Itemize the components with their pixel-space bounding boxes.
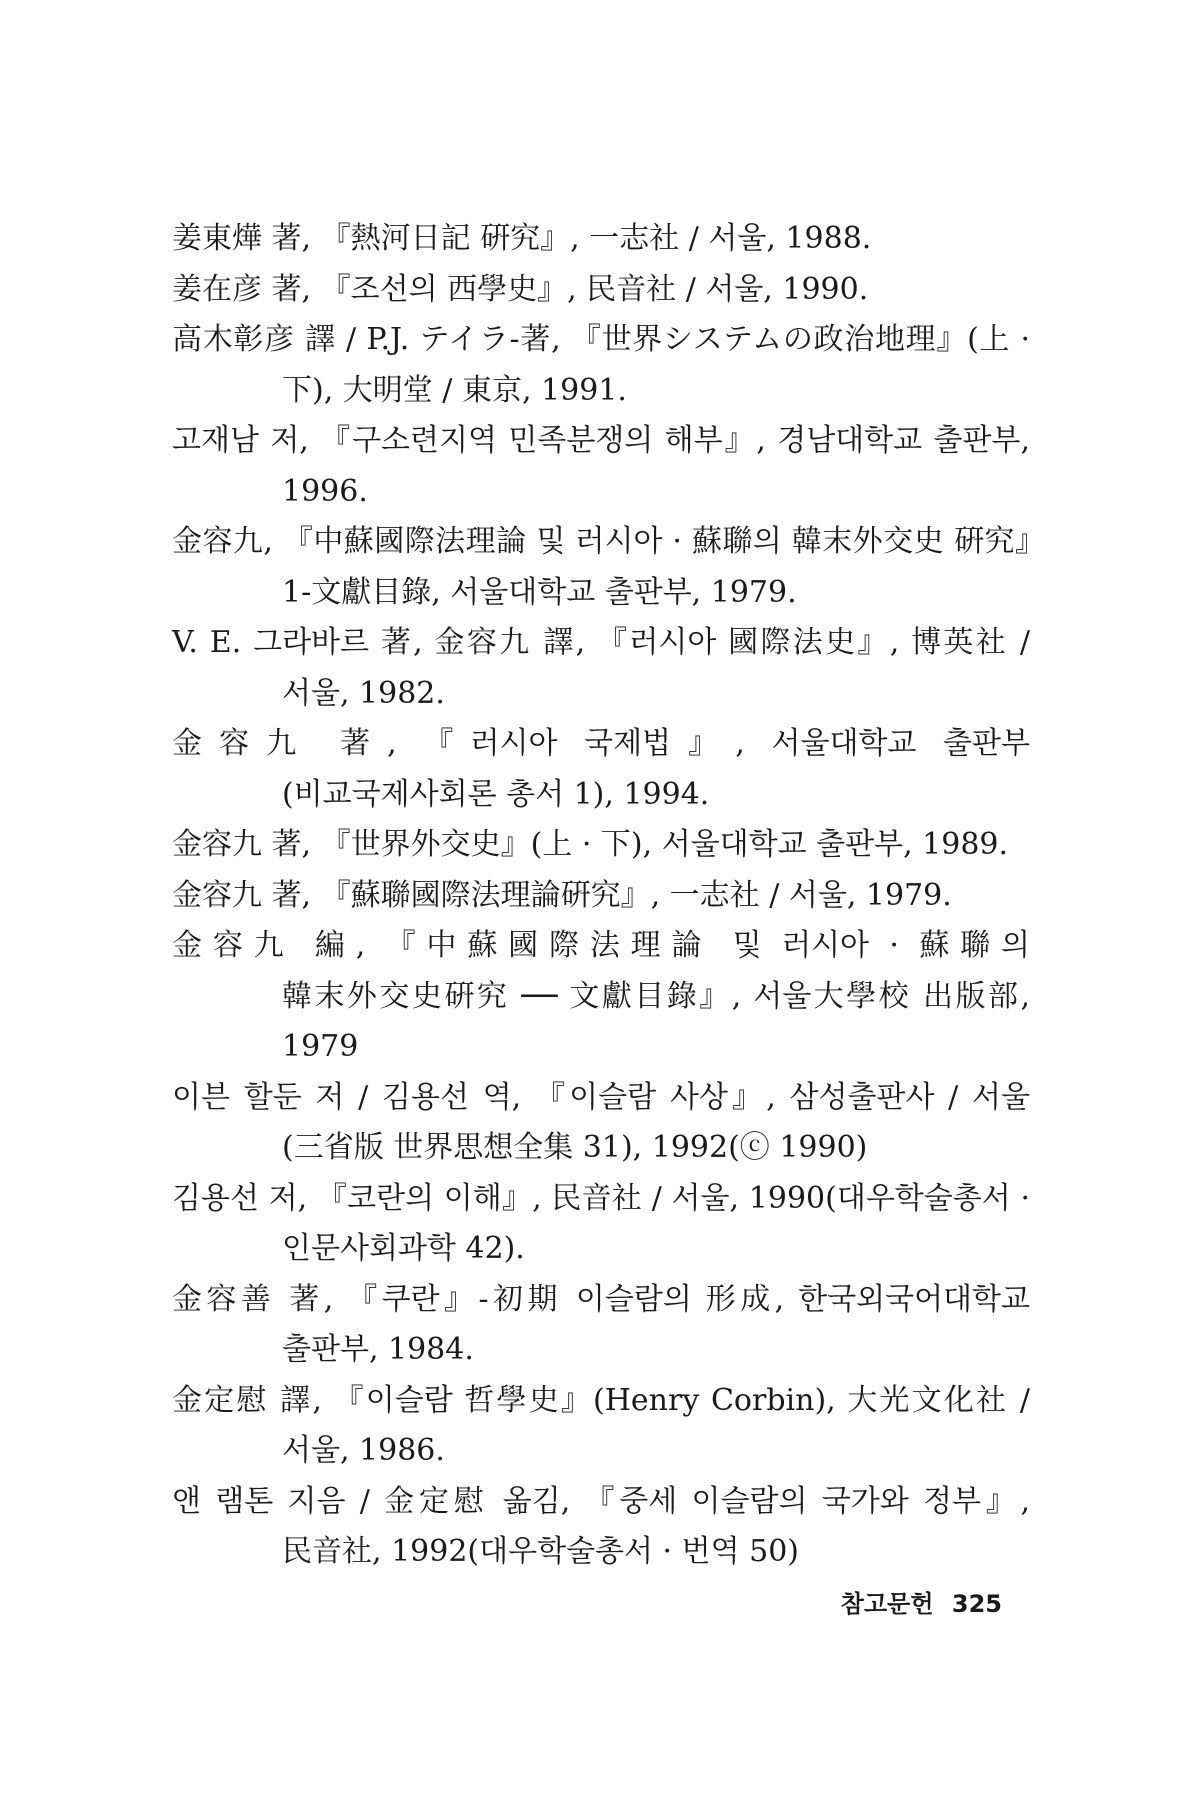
- reference-entry: 金容九 編, 『中蘇國際法理論 및 러시아 · 蘇聯의 韓末外交史硏究 ── 文獻目錄』, 서울大學校 出版部, 1979: [172, 928, 1030, 1064]
- reference-entry: 이븐 할둔 저 / 김용선 역, 『이슬람 사상』, 삼성출판사 / 서울(三省版 世界思想全集 31), 1992(ⓒ 1990): [172, 1079, 1030, 1165]
- reference-entry: 김용선 저, 『코란의 이해』, 民音社 / 서울, 1990(대우학술총서 · 인문사회과학 42).: [172, 1180, 1030, 1266]
- page-footer: [841, 1584, 1002, 1619]
- reference-entry: 姜在彦 著, 『조선의 西學史』, 民音社 / 서울, 1990.: [172, 271, 869, 307]
- reference-entry: 앤 램톤 지음 / 金定慰 옮김, 『중세 이슬람의 국가와 정부』, 民音社, 1992(대우학술총서 · 번역 50): [172, 1483, 1030, 1569]
- reference-entry: 高木彰彦 譯 / P.J. テイラ-著, 『世界システムの政治地理』(上 · 下), 大明堂 / 東京, 1991.: [172, 322, 1030, 408]
- reference-entry: 고재남 저, 『구소련지역 민족분쟁의 해부』, 경남대학교 출판부, 1996.: [172, 423, 1030, 509]
- reference-entry: 金容九 著, 『世界外交史』(上 · 下), 서울대학교 출판부, 1989.: [172, 827, 1009, 862]
- running-footer-title: 참고문헌: [840, 1590, 934, 1618]
- reference-entry: 金定慰 譯, 『이슬람 哲學史』(Henry Corbin), 大光文化社 / 서울, 1986.: [172, 1382, 1030, 1468]
- reference-entry: 金容九 著, 『러시아 국제법』, 서울대학교 출판부(비교국제사회론 총서 1), 1994.: [172, 726, 1030, 812]
- reference-list: [172, 214, 1030, 1578]
- reference-entry: 金容九, 『中蘇國際法理論 및 러시아 · 蘇聯의 韓末外交史 硏究』1-文獻目錄, 서울대학교 출판부, 1979.: [172, 524, 1030, 610]
- reference-entry: V. E. 그라바르 著, 金容九 譯, 『러시아 國際法史』, 博英社 / 서울, 1982.: [172, 625, 1030, 711]
- reference-entry: 金容善 著, 『쿠란』-初期 이슬람의 形成, 한국외국어대학교 출판부, 1984.: [172, 1281, 1030, 1367]
- reference-entry: 姜東燁 著, 『熱河日記 硏究』, 一志社 / 서울, 1988.: [172, 221, 872, 256]
- reference-entry: 金容九 著, 『蘇聯國際法理論硏究』, 一志社 / 서울, 1979.: [172, 877, 952, 913]
- page-number: 325: [951, 1590, 1002, 1618]
